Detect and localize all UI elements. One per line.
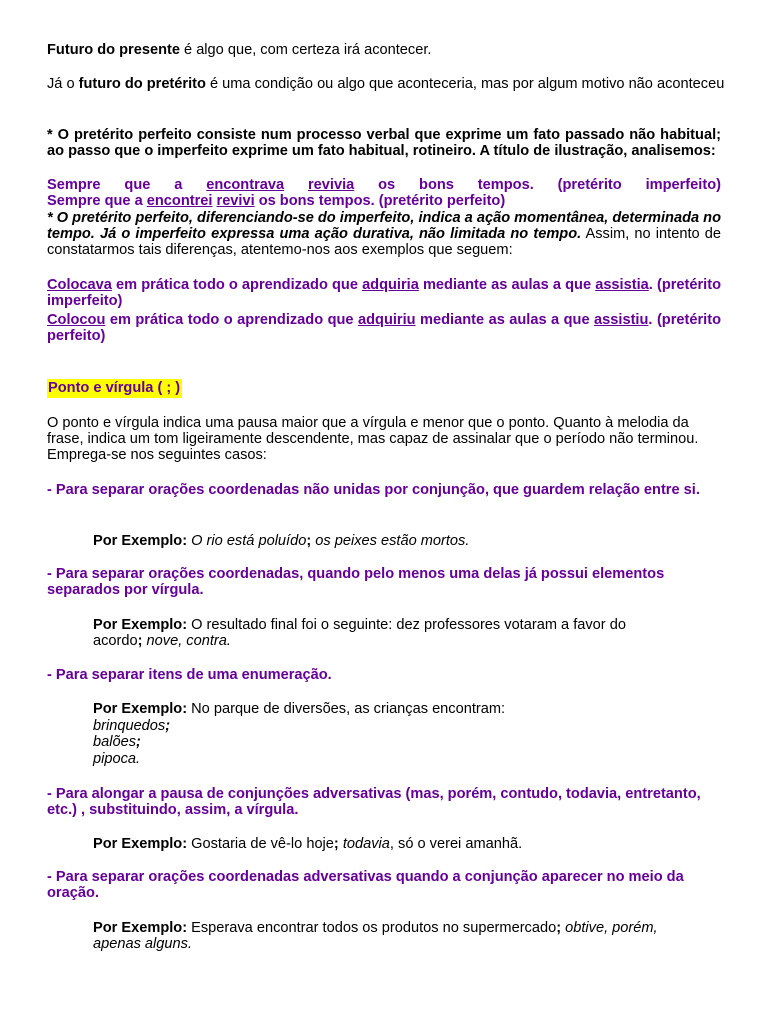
verb-revivia: revivia	[308, 177, 355, 193]
example-1	[93, 533, 713, 549]
futuro-preterito-text: é uma condição ou algo que aconteceria, mas por algum motivo não aconteceu	[205, 76, 725, 92]
tense-label: (pretérito imperfeito)	[47, 277, 722, 309]
example-text: nove, contra.	[142, 633, 231, 649]
word: imperfeito)	[645, 177, 721, 193]
preterito-paragraph-2	[47, 210, 721, 258]
text: em prática todo o aprendizado que	[111, 277, 363, 293]
rule-5: - Para separar orações coordenadas adversativas quando a conjunção aparecer no meio da oração.	[47, 869, 684, 901]
verb-colocava: Colocava	[47, 277, 112, 293]
text: Sempre que a	[47, 193, 147, 209]
preterito-paragraph-2-emphasis: * O pretérito perfeito, diferenciando-se do imperfeito, indica a ação momentânea, determinada no tempo. Já o imperfeito expressa uma ação durativa, não limitada no tempo.	[47, 210, 721, 242]
word: Sempre	[47, 177, 101, 193]
section-heading	[47, 380, 182, 396]
tense-label: (pretérito perfeito)	[47, 312, 721, 344]
example-perfeito-1	[47, 193, 721, 209]
example-perfeito-2	[47, 312, 721, 344]
example-2	[93, 617, 673, 649]
section-heading-highlight: Ponto e vírgula ( ; )	[48, 380, 181, 396]
futuro-presente-text: é algo que, com certeza irá acontecer.	[179, 42, 432, 58]
verb-encontrava: encontrava	[206, 177, 285, 193]
verb-assistia: assistia	[595, 277, 649, 293]
text: em prática todo o aprendizado que	[105, 312, 358, 328]
example-4	[93, 836, 713, 852]
futuro-preterito-line	[47, 76, 727, 92]
rule-1: - Para separar orações coordenadas não unidas por conjunção, que guardem relação entre si.	[47, 482, 700, 498]
word: bons	[419, 177, 454, 193]
enum-item-3	[93, 751, 713, 767]
semicolon: ;	[137, 633, 143, 649]
futuro-presente-term: Futuro do presente	[47, 42, 180, 58]
example-label: Por Exemplo:	[93, 701, 188, 717]
example-label: Por Exemplo:	[93, 836, 188, 852]
example-5	[93, 920, 693, 952]
verb-revivi: revivi	[216, 193, 255, 209]
semicolon: ;	[556, 920, 562, 936]
futuro-preterito-pre: Já o	[47, 76, 79, 92]
futuro-presente-line	[47, 42, 721, 58]
example-text: Esperava encontrar todos os produtos no supermercado	[191, 920, 557, 936]
text: .	[648, 312, 653, 328]
enum-item-text: brinquedos	[93, 718, 166, 734]
example-text: obtive, porém, apenas alguns.	[93, 920, 658, 952]
preterito-paragraph-1: * O pretérito perfeito consiste num processo verbal que exprime um fato passado não habitual; ao passo que o imperfeito exprime um fato habitual, rotineiro. A título de ilustração, analisemos:	[47, 127, 721, 159]
example-imperfeito-1	[47, 177, 721, 193]
rule-2: - Para separar orações coordenadas, quando pelo menos uma delas já possui elementos separados por vírgula.	[47, 566, 665, 598]
example-3	[93, 701, 713, 717]
rule-4: - Para alongar a pausa de conjunções adversativas (mas, porém, contudo, todavia, entretanto, etc.) , substituindo, assim, a vírgula.	[47, 786, 701, 818]
semicolon: ;	[136, 734, 141, 750]
example-text: No parque de diversões, as crianças encontram:	[191, 701, 506, 717]
example-label: Por Exemplo:	[93, 617, 188, 633]
semicolon: ;	[306, 533, 312, 549]
verb-adquiriu: adquiriu	[358, 312, 416, 328]
example-text: O resultado final foi o seguinte: dez professores votaram a favor do acordo	[93, 617, 626, 649]
rule-3: - Para separar itens de uma enumeração.	[47, 667, 332, 683]
word: os	[378, 177, 396, 193]
verb-adquiria: adquiria	[362, 277, 419, 293]
example-imperfeito-2	[47, 277, 721, 309]
example-label: Por Exemplo:	[93, 920, 188, 936]
example-label: Por Exemplo:	[93, 533, 188, 549]
enum-item-text: pipoca.	[93, 751, 141, 767]
text: .	[648, 277, 653, 293]
word: tempos.	[477, 177, 534, 193]
word: que	[124, 177, 151, 193]
verb-encontrei: encontrei	[146, 193, 213, 209]
example-text: todavia	[338, 836, 390, 852]
futuro-preterito-term: futuro do pretérito	[78, 76, 206, 92]
enum-item-1	[93, 718, 713, 734]
text: os bons tempos. (pretérito perfeito)	[254, 193, 506, 209]
text: mediante as aulas a que	[418, 277, 596, 293]
semicolon: ;	[165, 718, 171, 734]
section-description: O ponto e vírgula indica uma pausa maior que a vírgula e menor que o ponto. Quanto à melodia da frase, indica um tom ligeiramente descendente, mas capaz de assinalar que o período não terminou. Emprega-se nos seguintes casos:	[47, 415, 699, 463]
example-text: O rio está poluído	[191, 533, 307, 549]
verb-colocou: Colocou	[47, 312, 106, 328]
verb-assistiu: assistiu	[594, 312, 649, 328]
text: mediante as aulas a que	[415, 312, 595, 328]
enum-item-2	[93, 734, 713, 750]
example-text: Gostaria de vê-lo hoje	[191, 836, 334, 852]
word: a	[174, 177, 183, 193]
preterito-paragraph-2-text: Assim, no intento de constatarmos tais diferenças, atentemo-nos aos exemplos que seguem:	[47, 226, 721, 258]
enum-item-text: balões	[93, 734, 137, 750]
example-text: os peixes estão mortos.	[311, 533, 470, 549]
example-text: , só o verei amanhã.	[389, 836, 523, 852]
semicolon: ;	[333, 836, 339, 852]
word: (pretérito	[557, 177, 622, 193]
